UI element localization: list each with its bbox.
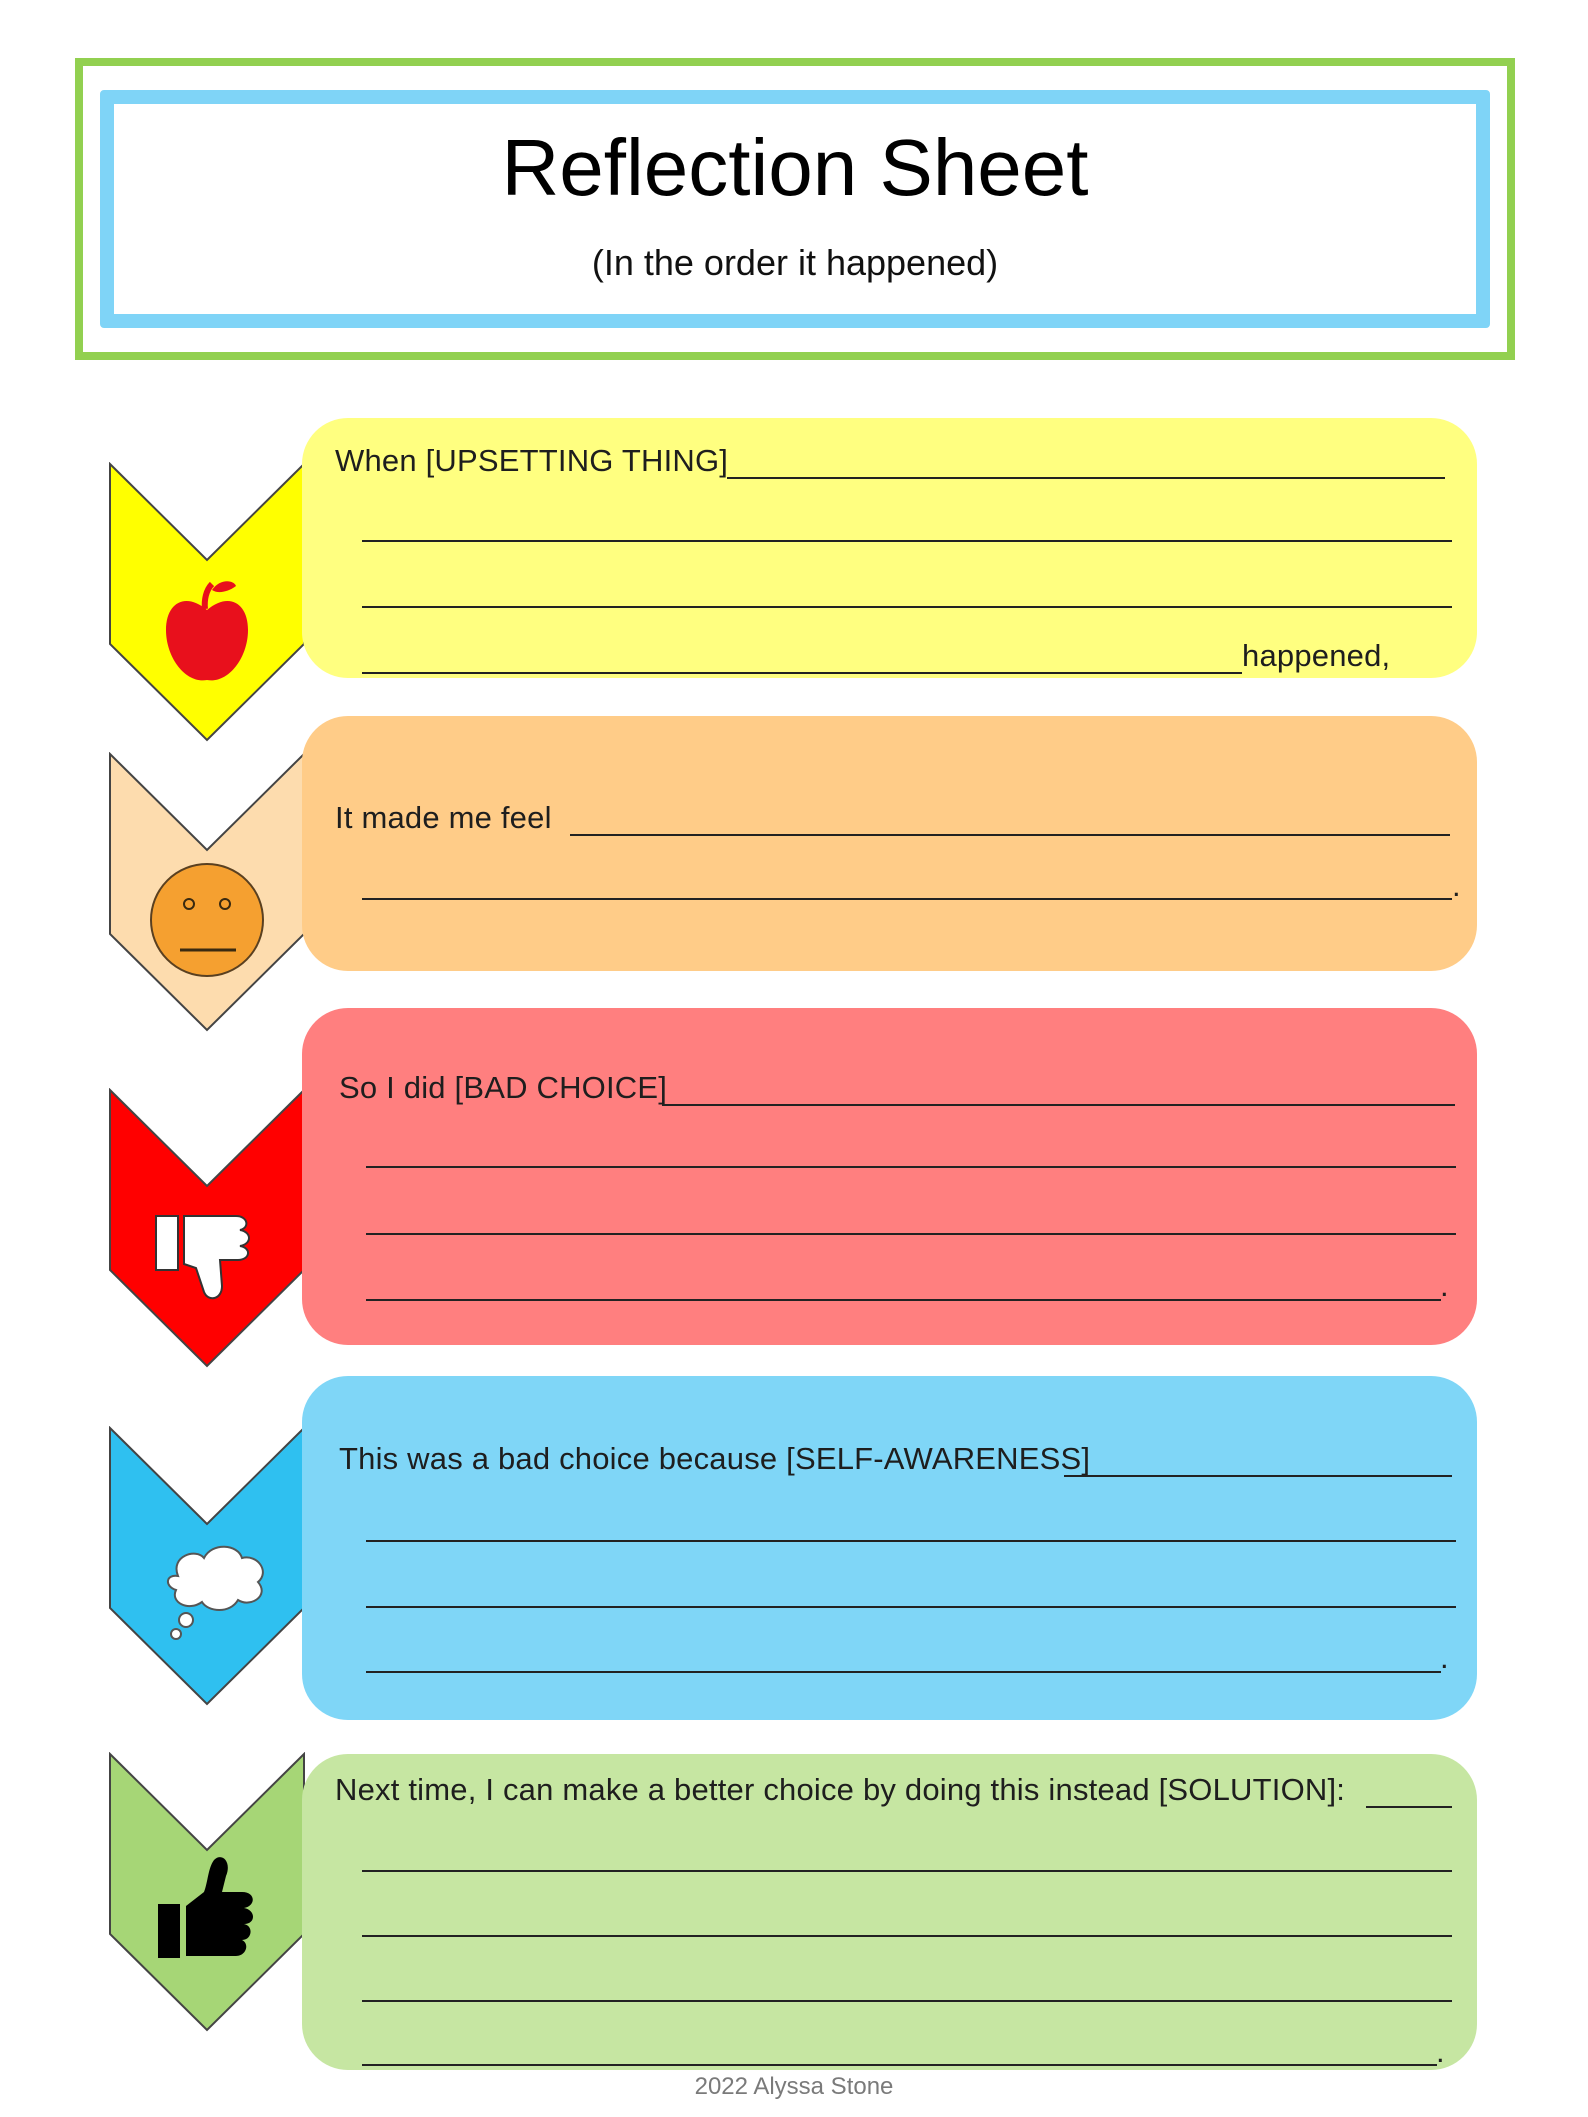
answer-line[interactable] (366, 1233, 1456, 1235)
answer-line[interactable] (362, 1870, 1452, 1872)
answer-line[interactable] (366, 1299, 1441, 1301)
answer-line[interactable] (362, 2000, 1452, 2002)
chevron-bad-choice (108, 1088, 306, 1368)
chevron-feeling (108, 752, 306, 1032)
answer-line[interactable] (727, 477, 1445, 479)
section-box-bad-choice (302, 1008, 1477, 1345)
answer-line[interactable] (362, 2064, 1437, 2066)
answer-line[interactable] (366, 1540, 1456, 1542)
prompt-self-awareness: This was a bad choice because [SELF-AWARENESS] (339, 1441, 1091, 1476)
answer-line[interactable] (1064, 1475, 1452, 1477)
suffix-self-awareness: . (1440, 1640, 1449, 1675)
page-subtitle: (In the order it happened) (591, 242, 999, 283)
answer-line[interactable] (362, 1935, 1452, 1937)
neutral-face-icon (151, 864, 263, 976)
suffix-feeling: . (1452, 868, 1461, 903)
answer-line[interactable] (662, 1104, 1455, 1106)
header-inner-frame (100, 90, 1490, 328)
answer-line[interactable] (362, 606, 1452, 608)
prompt-upsetting-thing: When [UPSETTING THING] (335, 443, 729, 478)
answer-line[interactable] (366, 1671, 1441, 1673)
footer-credit: 2022 Alyssa Stone (694, 2073, 894, 2100)
answer-line[interactable] (1366, 1806, 1452, 1808)
chevron-self-awareness (108, 1426, 306, 1706)
answer-line[interactable] (366, 1606, 1456, 1608)
answer-line[interactable] (362, 898, 1452, 900)
suffix-upsetting-thing: happened, (1242, 638, 1391, 673)
page-title: Reflection Sheet (501, 123, 1089, 212)
section-box-self-awareness (302, 1376, 1477, 1720)
answer-line[interactable] (570, 834, 1450, 836)
prompt-feeling: It made me feel (335, 800, 552, 835)
section-box-feeling (302, 716, 1477, 971)
prompt-solution: Next time, I can make a better choice by doing this instead [SOLUTION]: (335, 1772, 1346, 1807)
prompt-bad-choice: So I did [BAD CHOICE] (339, 1070, 668, 1105)
chevron-solution (108, 1752, 306, 2032)
answer-line[interactable] (362, 672, 1242, 674)
chevron-upsetting-thing (108, 462, 306, 742)
suffix-bad-choice: . (1440, 1268, 1449, 1303)
suffix-solution: . (1436, 2034, 1445, 2069)
answer-line[interactable] (362, 540, 1452, 542)
answer-line[interactable] (366, 1166, 1456, 1168)
